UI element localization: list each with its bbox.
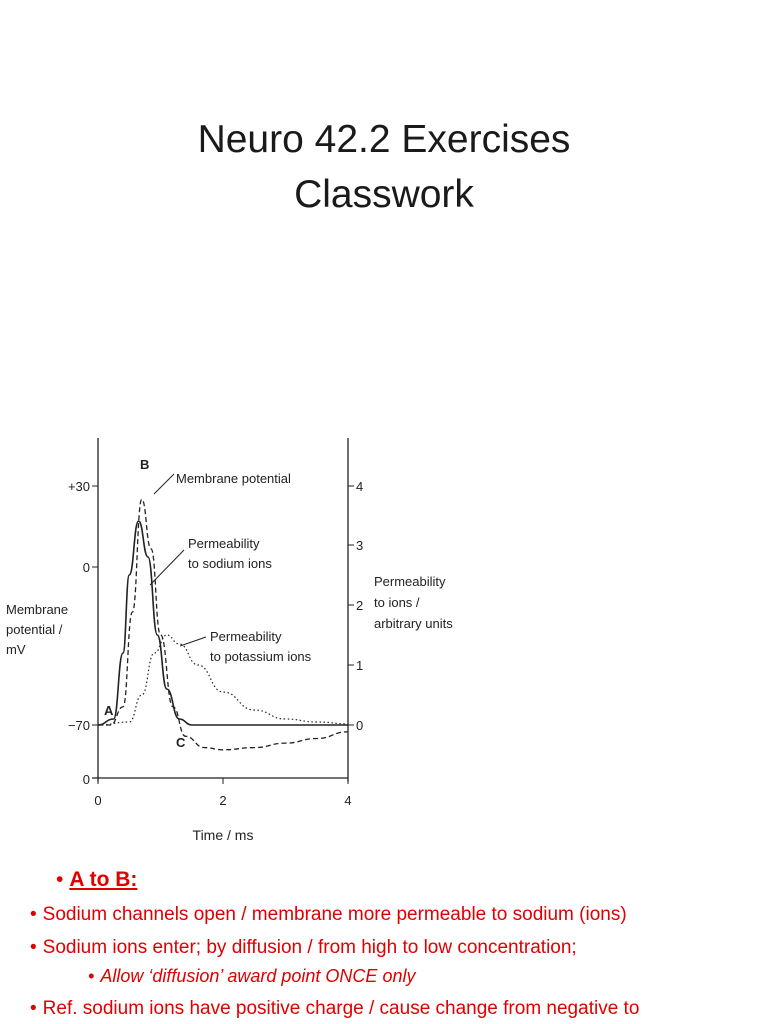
bullet-text: Allow ‘diffusion’ award point ONCE only <box>100 966 416 986</box>
bullet-text: Sodium ions enter; by diffusion / from high to low concentration; <box>42 937 577 958</box>
y-left-label-line-1: Membrane <box>6 602 69 617</box>
right-tick-label-0: 0 <box>356 718 364 733</box>
bullet-item <box>30 998 639 1020</box>
bullet-heading-text: A to B: <box>69 868 138 891</box>
left-tick-label-0: 0 <box>82 560 90 575</box>
slide-title <box>0 112 768 222</box>
x-tick-label-4: 4 <box>344 793 352 808</box>
bullet-item <box>30 937 577 959</box>
action-potential-graph <box>0 430 768 850</box>
membrane-curve-label: Membrane potential <box>176 471 291 486</box>
bullet-sub-item <box>88 966 415 987</box>
slide-title-line-1: Neuro 42.2 Exercises <box>197 118 571 161</box>
bullet-heading <box>56 868 137 892</box>
potassium-curve-label-line-1: Permeability <box>210 629 282 644</box>
sodium-permeability-curve <box>98 521 348 725</box>
bullet-dot: • <box>30 904 37 925</box>
membrane-label-pointer <box>154 474 174 494</box>
left-tick-label-plus30: +30 <box>67 479 90 494</box>
x-axis-label: Time / ms <box>192 827 254 843</box>
bullet-dot: • <box>56 868 64 891</box>
right-tick-label-2: 2 <box>356 598 364 613</box>
y-right-label-line-1: Permeability <box>374 574 446 589</box>
bullet-item <box>30 904 627 926</box>
bullet-text: Ref. sodium ions have positive charge / cause change from negative to <box>42 998 640 1019</box>
slide-title-line-2: Classwork <box>294 173 474 216</box>
bullet-dot: • <box>30 937 37 958</box>
y-left-label-line-3: mV <box>6 642 26 657</box>
y-right-label-line-2: to ions / <box>374 595 420 610</box>
sodium-curve-label-line-2: to sodium ions <box>188 556 272 571</box>
sodium-curve-label-line-1: Permeability <box>188 536 260 551</box>
right-tick-label-4: 4 <box>356 479 364 494</box>
x-tick-label-2: 2 <box>219 793 227 808</box>
right-tick-label-3: 3 <box>356 538 364 553</box>
bullet-text: Sodium channels open / membrane more permeable to sodium (ions) <box>42 904 627 925</box>
right-tick-label-1: 1 <box>356 658 364 673</box>
point-label-b: B <box>140 457 150 472</box>
potassium-curve-label-line-2: to potassium ions <box>210 649 312 664</box>
point-label-a: A <box>104 703 114 718</box>
y-right-label-line-3: arbitrary units <box>374 616 453 631</box>
bullet-dot: • <box>88 966 95 986</box>
point-label-c: C <box>176 735 186 750</box>
bullet-dot: • <box>30 998 37 1019</box>
left-tick-label-base: 0 <box>82 772 90 787</box>
y-left-label-line-2: potential / <box>6 622 63 637</box>
left-tick-label-minus70: −70 <box>67 718 90 733</box>
potassium-label-pointer <box>180 637 206 646</box>
x-tick-label-0: 0 <box>94 793 102 808</box>
sodium-label-pointer <box>150 550 184 585</box>
